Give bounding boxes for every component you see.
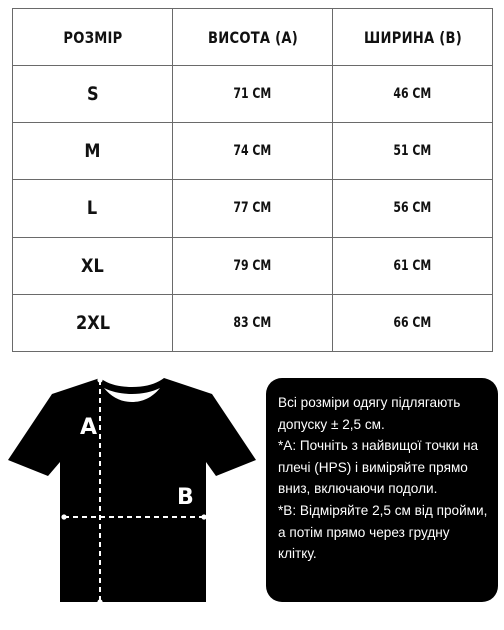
label-b: B	[177, 485, 194, 510]
size-chart-table	[12, 8, 493, 352]
width-cell: 61 CM	[333, 237, 493, 294]
table-row	[13, 180, 493, 237]
tshirt-shape	[8, 378, 256, 602]
height-cell: 83 CM	[173, 294, 333, 351]
size-cell: M	[13, 123, 173, 180]
size-cell: XL	[13, 237, 173, 294]
height-cell: 71 CM	[173, 66, 333, 123]
height-cell: 77 CM	[173, 180, 333, 237]
header-size: РОЗМІР	[27, 9, 158, 66]
width-cell: 46 CM	[333, 66, 493, 123]
height-cell: 79 CM	[173, 237, 333, 294]
table-row	[13, 294, 493, 351]
width-cell: 66 CM	[333, 294, 493, 351]
header-width: ШИРИНА (B)	[347, 9, 478, 66]
table-header-row	[13, 9, 493, 66]
height-guide-dot	[97, 599, 102, 604]
size-cell: L	[13, 180, 173, 237]
note-height: *A: Почніть з найвищої точки на плечі (HPS) і виміряйте прямо вниз, включаючи подоли.	[278, 438, 479, 497]
label-a: A	[80, 415, 98, 440]
note-tolerance: Всі розміри одягу підлягають допуску ± 2,5 см.	[278, 395, 461, 432]
measurement-notes	[266, 378, 498, 602]
table-row	[13, 237, 493, 294]
width-cell: 51 CM	[333, 123, 493, 180]
size-cell: S	[13, 66, 173, 123]
tshirt-diagram	[0, 372, 260, 622]
table-row	[13, 123, 493, 180]
height-guide-dot	[97, 377, 102, 382]
table-row	[13, 66, 493, 123]
header-height: ВИСОТА (A)	[187, 9, 318, 66]
tshirt-icon	[0, 372, 260, 622]
note-width: *B: Відміряйте 2,5 см від пройми, а потім прямо через грудну клітку.	[278, 502, 488, 562]
width-guide-dot	[201, 514, 206, 519]
size-cell: 2XL	[13, 294, 173, 351]
width-cell: 56 CM	[333, 180, 493, 237]
width-guide-dot	[61, 514, 66, 519]
height-cell: 74 CM	[173, 123, 333, 180]
